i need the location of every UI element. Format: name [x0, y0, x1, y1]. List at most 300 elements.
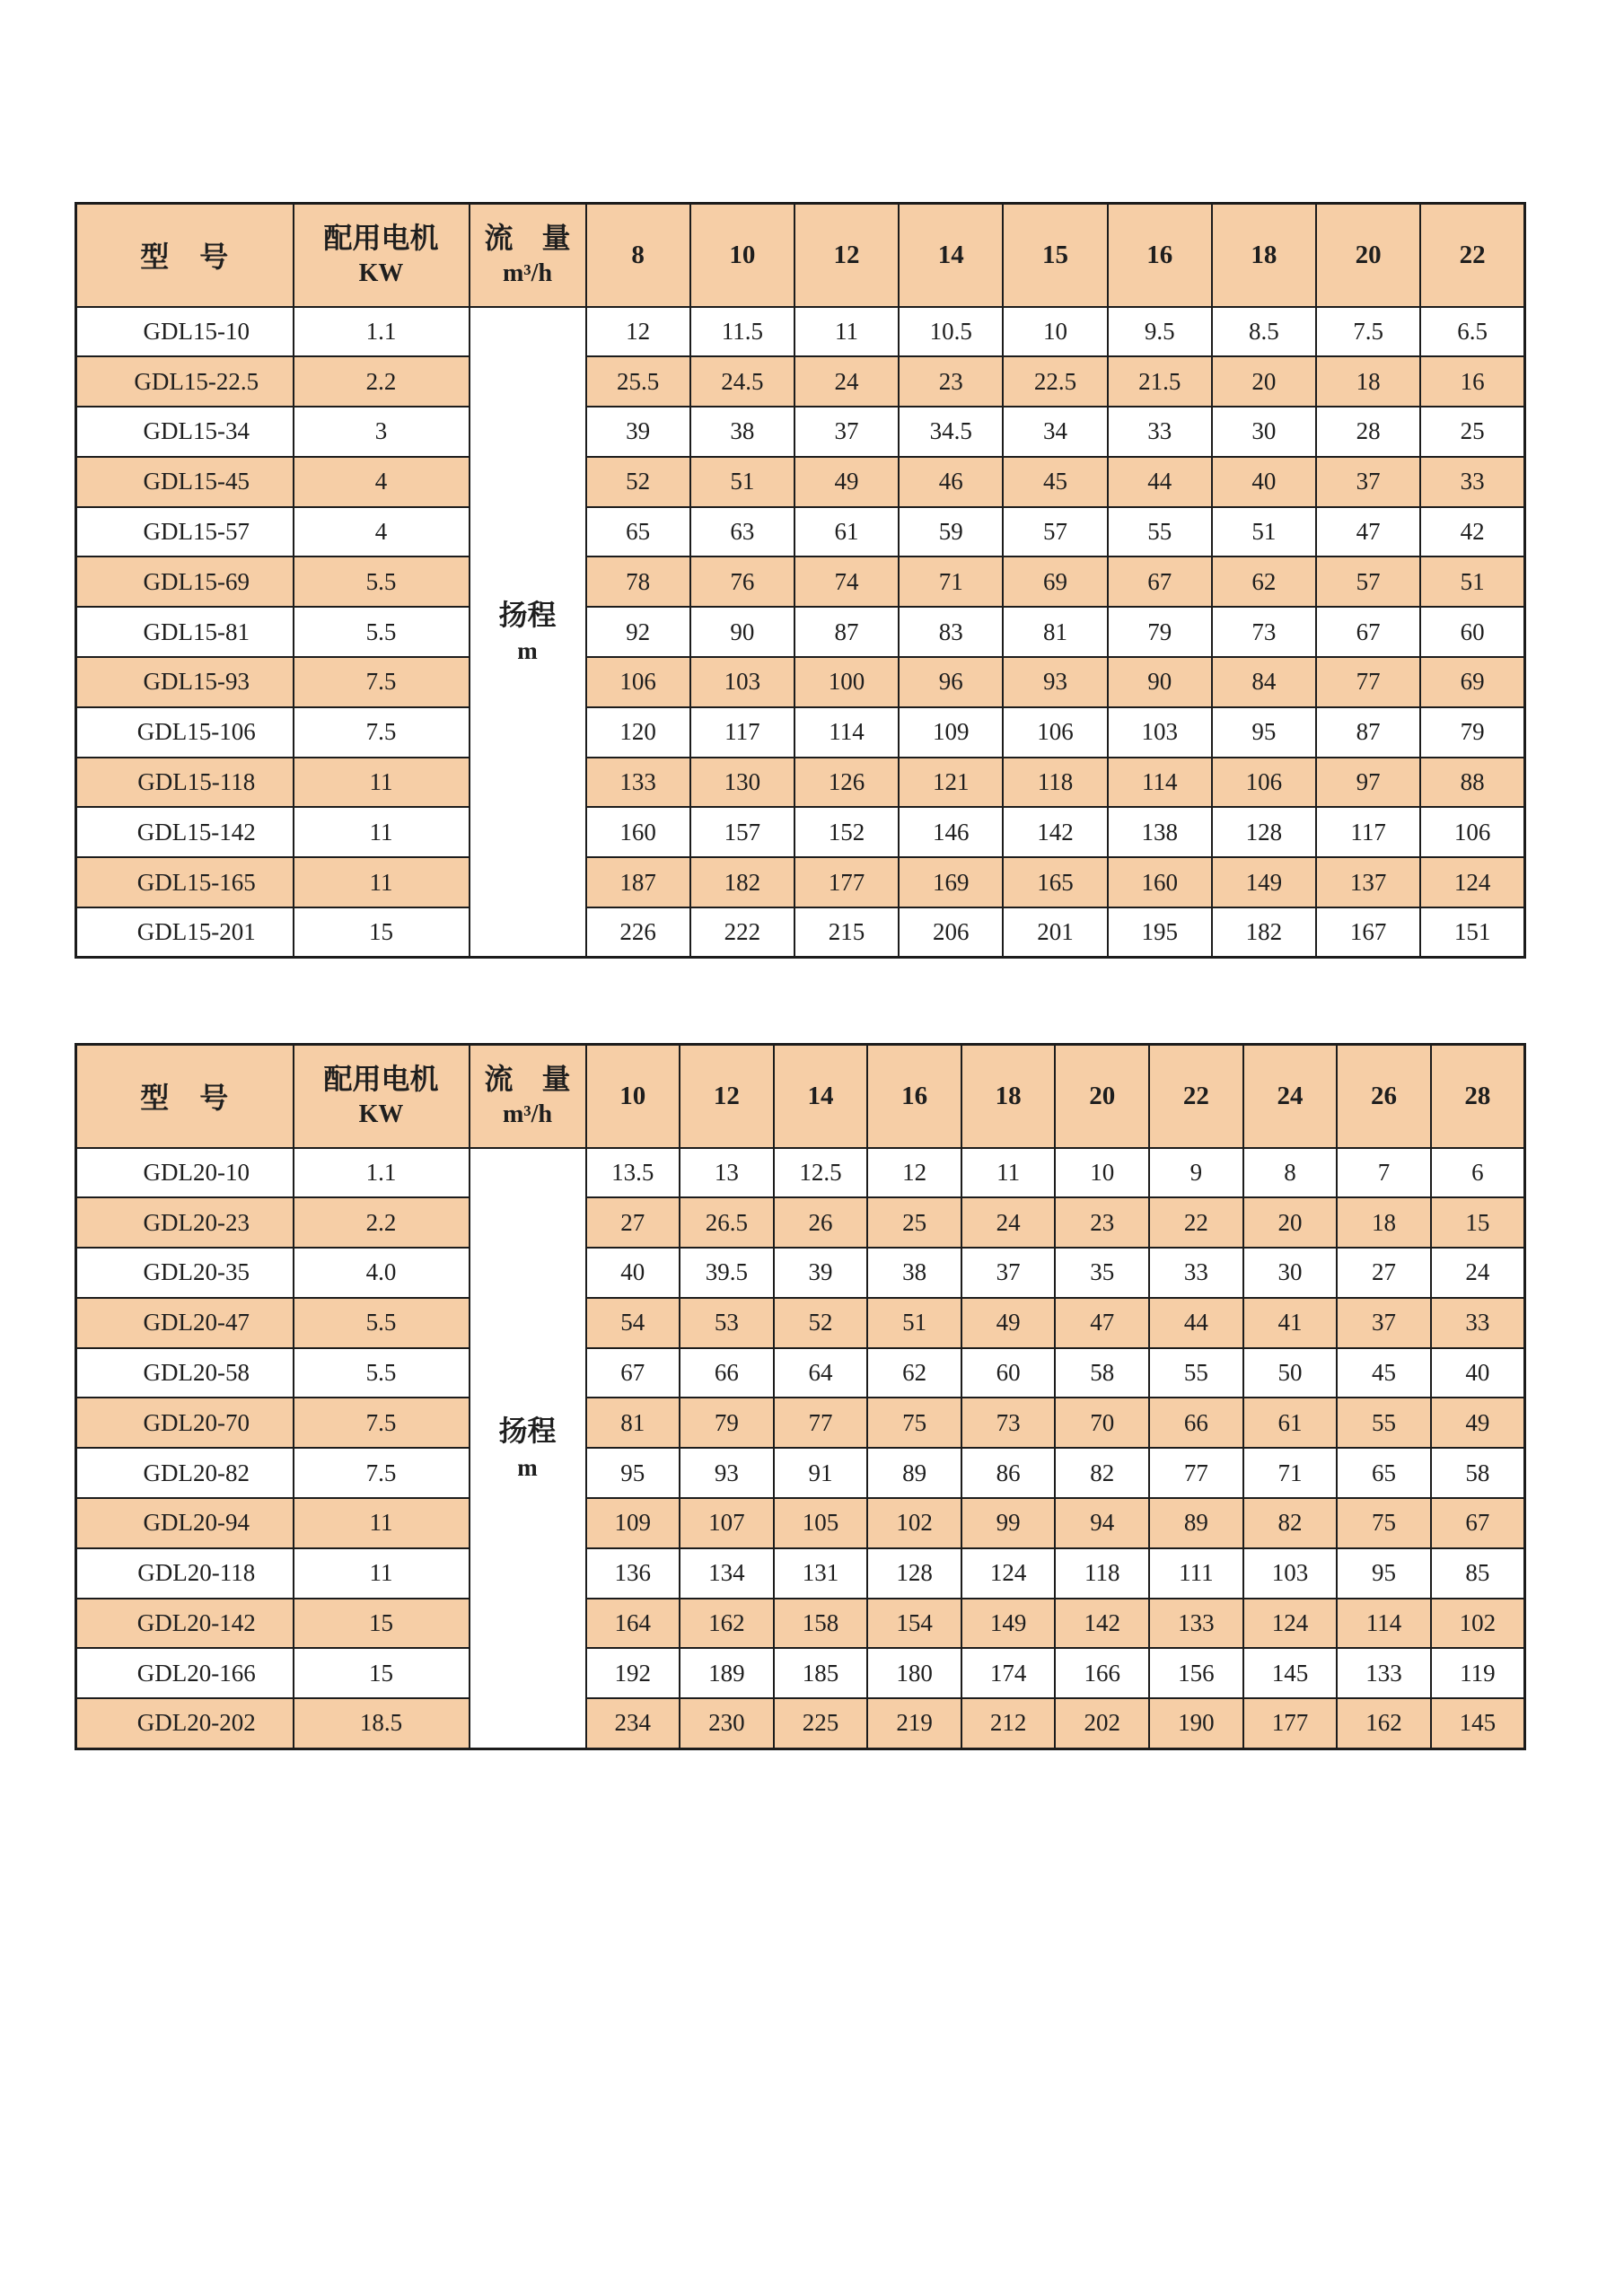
table-row	[76, 307, 1525, 357]
head-value-cell: 93	[680, 1448, 774, 1498]
header-flow-col: 8	[586, 204, 690, 307]
head-value-cell: 88	[1420, 758, 1524, 808]
head-value-cell: 133	[1149, 1599, 1243, 1649]
head-value-cell: 40	[586, 1248, 680, 1298]
table-row	[76, 1197, 1525, 1248]
head-value-cell: 164	[586, 1599, 680, 1649]
model-cell: GDL20-118	[76, 1548, 294, 1599]
head-value-cell: 81	[586, 1398, 680, 1448]
head-value-cell: 47	[1055, 1298, 1149, 1348]
head-value-cell: 62	[1212, 556, 1316, 607]
head-value-cell: 11	[794, 307, 899, 357]
head-value-cell: 118	[1055, 1548, 1149, 1599]
head-value-cell: 37	[794, 407, 899, 457]
head-value-cell: 82	[1055, 1448, 1149, 1498]
header-motor	[294, 1045, 470, 1148]
head-value-cell: 145	[1431, 1698, 1525, 1748]
head-value-cell: 79	[1420, 707, 1524, 758]
head-value-cell: 25	[867, 1197, 961, 1248]
kw-cell: 4	[294, 457, 470, 507]
head-value-cell: 38	[690, 407, 794, 457]
kw-cell: 5.5	[294, 556, 470, 607]
head-value-cell: 34	[1003, 407, 1107, 457]
head-value-cell: 73	[1212, 607, 1316, 657]
kw-cell: 11	[294, 807, 470, 857]
kw-cell: 7.5	[294, 707, 470, 758]
model-cell: GDL15-118	[76, 758, 294, 808]
head-value-cell: 222	[690, 907, 794, 958]
model-cell: GDL15-45	[76, 457, 294, 507]
table-row	[76, 1648, 1525, 1698]
model-cell: GDL15-93	[76, 657, 294, 707]
head-value-cell: 25.5	[586, 356, 690, 407]
head-value-cell: 106	[1420, 807, 1524, 857]
head-value-cell: 44	[1149, 1298, 1243, 1348]
head-value-cell: 167	[1316, 907, 1420, 958]
model-cell: GDL15-81	[76, 607, 294, 657]
head-value-cell: 49	[961, 1298, 1056, 1348]
head-value-cell: 100	[794, 657, 899, 707]
header-flow	[470, 204, 586, 307]
head-value-cell: 23	[899, 356, 1003, 407]
head-value-cell: 177	[794, 857, 899, 907]
head-value-cell: 28	[1316, 407, 1420, 457]
head-value-cell: 8.5	[1212, 307, 1316, 357]
head-value-cell: 192	[586, 1648, 680, 1698]
head-value-cell: 146	[899, 807, 1003, 857]
head-value-cell: 165	[1003, 857, 1107, 907]
head-value-cell: 23	[1055, 1197, 1149, 1248]
header-flow-unit: m³/h	[502, 259, 553, 287]
head-value-cell: 79	[680, 1398, 774, 1448]
head-value-cell: 67	[1108, 556, 1212, 607]
kw-cell: 11	[294, 857, 470, 907]
head-value-cell: 114	[1337, 1599, 1431, 1649]
head-value-cell: 121	[899, 758, 1003, 808]
model-cell: GDL20-10	[76, 1148, 294, 1198]
head-value-cell: 6	[1431, 1148, 1525, 1198]
head-value-cell: 58	[1431, 1448, 1525, 1498]
model-cell: GDL20-35	[76, 1248, 294, 1298]
head-value-cell: 137	[1316, 857, 1420, 907]
head-value-cell: 97	[1316, 758, 1420, 808]
head-value-cell: 24.5	[690, 356, 794, 407]
kw-cell: 5.5	[294, 1348, 470, 1398]
head-value-cell: 130	[690, 758, 794, 808]
head-value-cell: 61	[1243, 1398, 1338, 1448]
model-cell: GDL15-22.5	[76, 356, 294, 407]
head-value-cell: 61	[794, 507, 899, 557]
head-value-cell: 74	[794, 556, 899, 607]
head-value-cell: 87	[1316, 707, 1420, 758]
head-value-cell: 46	[899, 457, 1003, 507]
kw-cell: 5.5	[294, 1298, 470, 1348]
header-flow-col: 12	[794, 204, 899, 307]
head-value-cell: 54	[586, 1298, 680, 1348]
head-value-cell: 44	[1108, 457, 1212, 507]
head-value-cell: 106	[586, 657, 690, 707]
head-value-cell: 45	[1003, 457, 1107, 507]
head-value-cell: 47	[1316, 507, 1420, 557]
head-value-cell: 84	[1212, 657, 1316, 707]
head-value-cell: 195	[1108, 907, 1212, 958]
head-value-cell: 30	[1212, 407, 1316, 457]
table-row	[76, 457, 1525, 507]
head-value-cell: 69	[1420, 657, 1524, 707]
head-value-cell: 118	[1003, 758, 1107, 808]
head-value-cell: 66	[1149, 1398, 1243, 1448]
kw-cell: 7.5	[294, 1398, 470, 1448]
header-flow-col: 20	[1055, 1045, 1149, 1148]
head-value-cell: 62	[867, 1348, 961, 1398]
head-value-cell: 226	[586, 907, 690, 958]
model-cell: GDL15-57	[76, 507, 294, 557]
head-value-cell: 177	[1243, 1698, 1338, 1748]
head-value-cell: 70	[1055, 1398, 1149, 1448]
head-value-cell: 90	[1108, 657, 1212, 707]
head-value-cell: 114	[1108, 758, 1212, 808]
head-value-cell: 94	[1055, 1498, 1149, 1548]
head-value-cell: 156	[1149, 1648, 1243, 1698]
kw-cell: 5.5	[294, 607, 470, 657]
head-value-cell: 37	[1316, 457, 1420, 507]
head-value-cell: 6.5	[1420, 307, 1524, 357]
head-value-cell: 22	[1149, 1197, 1243, 1248]
model-cell: GDL15-142	[76, 807, 294, 857]
head-value-cell: 162	[680, 1599, 774, 1649]
header-flow-unit: m³/h	[502, 1100, 553, 1128]
head-value-cell: 42	[1420, 507, 1524, 557]
header-flow-col: 16	[1108, 204, 1212, 307]
head-value-cell: 202	[1055, 1698, 1149, 1748]
head-value-cell: 7.5	[1316, 307, 1420, 357]
head-value-cell: 103	[690, 657, 794, 707]
head-label: 扬程	[498, 1414, 557, 1447]
header-motor-label: 配用电机	[323, 1063, 439, 1096]
head-value-cell: 79	[1108, 607, 1212, 657]
head-value-cell: 136	[586, 1548, 680, 1599]
head-value-cell: 51	[690, 457, 794, 507]
model-cell: GDL15-201	[76, 907, 294, 958]
head-value-cell: 35	[1055, 1248, 1149, 1298]
head-value-cell: 133	[586, 758, 690, 808]
head-unit: m	[517, 637, 538, 665]
head-value-cell: 90	[690, 607, 794, 657]
head-value-cell: 78	[586, 556, 690, 607]
head-value-cell: 215	[794, 907, 899, 958]
head-value-cell: 38	[867, 1248, 961, 1298]
head-value-cell: 60	[961, 1348, 1056, 1398]
table-header	[76, 1045, 1525, 1148]
header-motor-unit: KW	[358, 1100, 404, 1128]
head-value-cell: 182	[1212, 907, 1316, 958]
head-value-cell: 160	[586, 807, 690, 857]
kw-cell: 2.2	[294, 1197, 470, 1248]
head-value-cell: 128	[1212, 807, 1316, 857]
head-value-cell: 33	[1431, 1298, 1525, 1348]
head-value-cell: 10.5	[899, 307, 1003, 357]
table-row	[76, 807, 1525, 857]
table-row	[76, 1448, 1525, 1498]
kw-cell: 15	[294, 1648, 470, 1698]
head-value-cell: 86	[961, 1448, 1056, 1498]
pump-table-gdl15	[75, 202, 1526, 959]
head-value-cell: 7	[1337, 1148, 1431, 1198]
head-value-cell: 37	[1337, 1298, 1431, 1348]
head-value-cell: 39.5	[680, 1248, 774, 1298]
head-unit-cell	[470, 1148, 586, 1749]
head-value-cell: 22.5	[1003, 356, 1107, 407]
head-label: 扬程	[498, 598, 557, 631]
head-value-cell: 34.5	[899, 407, 1003, 457]
table-header	[76, 204, 1525, 307]
head-value-cell: 106	[1003, 707, 1107, 758]
head-value-cell: 89	[1149, 1498, 1243, 1548]
head-value-cell: 119	[1431, 1648, 1525, 1698]
kw-cell: 11	[294, 758, 470, 808]
head-value-cell: 8	[1243, 1148, 1338, 1198]
table-row	[76, 607, 1525, 657]
head-value-cell: 13.5	[586, 1148, 680, 1198]
table-body	[76, 307, 1525, 958]
model-cell: GDL15-106	[76, 707, 294, 758]
header-motor	[294, 204, 470, 307]
head-value-cell: 138	[1108, 807, 1212, 857]
head-value-cell: 69	[1003, 556, 1107, 607]
head-value-cell: 102	[1431, 1599, 1525, 1649]
head-value-cell: 182	[690, 857, 794, 907]
head-value-cell: 9.5	[1108, 307, 1212, 357]
head-value-cell: 145	[1243, 1648, 1338, 1698]
head-value-cell: 24	[961, 1197, 1056, 1248]
head-value-cell: 67	[586, 1348, 680, 1398]
head-value-cell: 41	[1243, 1298, 1338, 1348]
head-value-cell: 117	[1316, 807, 1420, 857]
head-value-cell: 18	[1337, 1197, 1431, 1248]
model-cell: GDL20-47	[76, 1298, 294, 1348]
head-unit-cell	[470, 307, 586, 958]
header-flow-col: 12	[680, 1045, 774, 1148]
head-value-cell: 20	[1243, 1197, 1338, 1248]
head-value-cell: 134	[680, 1548, 774, 1599]
kw-cell: 7.5	[294, 1448, 470, 1498]
head-value-cell: 185	[774, 1648, 868, 1698]
head-value-cell: 18	[1316, 356, 1420, 407]
header-model: 型 号	[76, 204, 294, 307]
head-value-cell: 162	[1337, 1698, 1431, 1748]
head-value-cell: 187	[586, 857, 690, 907]
kw-cell: 4	[294, 507, 470, 557]
head-value-cell: 124	[1243, 1599, 1338, 1649]
head-value-cell: 24	[1431, 1248, 1525, 1298]
head-value-cell: 57	[1316, 556, 1420, 607]
head-value-cell: 10	[1003, 307, 1107, 357]
model-cell: GDL20-142	[76, 1599, 294, 1649]
head-value-cell: 103	[1243, 1548, 1338, 1599]
head-value-cell: 212	[961, 1698, 1056, 1748]
head-value-cell: 230	[680, 1698, 774, 1748]
head-value-cell: 16	[1420, 356, 1524, 407]
kw-cell: 1.1	[294, 1148, 470, 1198]
header-flow-col: 10	[586, 1045, 680, 1148]
head-value-cell: 152	[794, 807, 899, 857]
head-value-cell: 11	[961, 1148, 1056, 1198]
head-value-cell: 33	[1420, 457, 1524, 507]
head-value-cell: 82	[1243, 1498, 1338, 1548]
head-value-cell: 64	[774, 1348, 868, 1398]
head-value-cell: 45	[1337, 1348, 1431, 1398]
head-value-cell: 13	[680, 1148, 774, 1198]
head-value-cell: 66	[680, 1348, 774, 1398]
head-value-cell: 81	[1003, 607, 1107, 657]
pump-table-gdl20	[75, 1043, 1526, 1750]
head-value-cell: 49	[1431, 1398, 1525, 1448]
model-cell: GDL15-165	[76, 857, 294, 907]
head-value-cell: 105	[774, 1498, 868, 1548]
head-value-cell: 51	[867, 1298, 961, 1348]
spec-table	[75, 1043, 1526, 1750]
header-flow-col: 15	[1003, 204, 1107, 307]
head-value-cell: 124	[1420, 857, 1524, 907]
head-value-cell: 27	[586, 1197, 680, 1248]
spec-table	[75, 202, 1526, 959]
model-cell: GDL20-166	[76, 1648, 294, 1698]
head-value-cell: 85	[1431, 1548, 1525, 1599]
head-value-cell: 33	[1149, 1248, 1243, 1298]
table-row	[76, 1599, 1525, 1649]
head-value-cell: 75	[867, 1398, 961, 1448]
table-row	[76, 1498, 1525, 1548]
head-value-cell: 40	[1212, 457, 1316, 507]
head-value-cell: 67	[1316, 607, 1420, 657]
header-motor-unit: KW	[358, 259, 404, 287]
header-model: 型 号	[76, 1045, 294, 1148]
head-value-cell: 219	[867, 1698, 961, 1748]
head-value-cell: 77	[774, 1398, 868, 1448]
head-value-cell: 83	[899, 607, 1003, 657]
kw-cell: 7.5	[294, 657, 470, 707]
head-value-cell: 50	[1243, 1348, 1338, 1398]
head-value-cell: 201	[1003, 907, 1107, 958]
model-cell: GDL15-34	[76, 407, 294, 457]
head-value-cell: 89	[867, 1448, 961, 1498]
head-value-cell: 99	[961, 1498, 1056, 1548]
head-value-cell: 26.5	[680, 1197, 774, 1248]
head-value-cell: 39	[774, 1248, 868, 1298]
head-value-cell: 27	[1337, 1248, 1431, 1298]
head-value-cell: 11.5	[690, 307, 794, 357]
kw-cell: 15	[294, 1599, 470, 1649]
head-value-cell: 109	[899, 707, 1003, 758]
head-value-cell: 55	[1149, 1348, 1243, 1398]
table-row	[76, 1698, 1525, 1748]
head-value-cell: 15	[1431, 1197, 1525, 1248]
header-flow-col: 26	[1337, 1045, 1431, 1148]
header-flow-col: 22	[1420, 204, 1524, 307]
head-value-cell: 26	[774, 1197, 868, 1248]
head-value-cell: 114	[794, 707, 899, 758]
head-value-cell: 51	[1420, 556, 1524, 607]
header-flow-col: 24	[1243, 1045, 1338, 1148]
head-value-cell: 234	[586, 1698, 680, 1748]
table-row	[76, 1248, 1525, 1298]
head-unit: m	[517, 1453, 538, 1481]
header-flow-col: 18	[961, 1045, 1056, 1148]
head-value-cell: 120	[586, 707, 690, 758]
model-cell: GDL15-69	[76, 556, 294, 607]
table-row	[76, 657, 1525, 707]
head-value-cell: 149	[1212, 857, 1316, 907]
head-value-cell: 111	[1149, 1548, 1243, 1599]
head-value-cell: 87	[794, 607, 899, 657]
table-row	[76, 907, 1525, 958]
head-value-cell: 30	[1243, 1248, 1338, 1298]
head-value-cell: 142	[1003, 807, 1107, 857]
header-flow-col: 28	[1431, 1045, 1525, 1148]
kw-cell: 1.1	[294, 307, 470, 357]
head-value-cell: 157	[690, 807, 794, 857]
header-row	[76, 204, 1525, 307]
head-value-cell: 76	[690, 556, 794, 607]
head-value-cell: 52	[586, 457, 690, 507]
head-value-cell: 40	[1431, 1348, 1525, 1398]
head-value-cell: 180	[867, 1648, 961, 1698]
head-value-cell: 107	[680, 1498, 774, 1548]
kw-cell: 11	[294, 1548, 470, 1599]
head-value-cell: 174	[961, 1648, 1056, 1698]
head-value-cell: 158	[774, 1599, 868, 1649]
head-value-cell: 63	[690, 507, 794, 557]
header-flow-col: 16	[867, 1045, 961, 1148]
head-value-cell: 166	[1055, 1648, 1149, 1698]
header-flow	[470, 1045, 586, 1148]
head-value-cell: 92	[586, 607, 690, 657]
head-value-cell: 225	[774, 1698, 868, 1748]
kw-cell: 18.5	[294, 1698, 470, 1748]
head-value-cell: 12	[586, 307, 690, 357]
header-flow-col: 14	[899, 204, 1003, 307]
head-value-cell: 154	[867, 1599, 961, 1649]
head-value-cell: 12.5	[774, 1148, 868, 1198]
head-value-cell: 75	[1337, 1498, 1431, 1548]
head-value-cell: 65	[1337, 1448, 1431, 1498]
head-value-cell: 149	[961, 1599, 1056, 1649]
head-value-cell: 189	[680, 1648, 774, 1698]
table-row	[76, 1148, 1525, 1198]
head-value-cell: 57	[1003, 507, 1107, 557]
head-value-cell: 77	[1149, 1448, 1243, 1498]
head-value-cell: 133	[1337, 1648, 1431, 1698]
head-value-cell: 53	[680, 1298, 774, 1348]
table-row	[76, 1348, 1525, 1398]
head-value-cell: 58	[1055, 1348, 1149, 1398]
head-value-cell: 9	[1149, 1148, 1243, 1198]
table-row	[76, 758, 1525, 808]
head-value-cell: 20	[1212, 356, 1316, 407]
head-value-cell: 91	[774, 1448, 868, 1498]
model-cell: GDL20-58	[76, 1348, 294, 1398]
header-flow-label: 流 量	[484, 1063, 571, 1096]
head-value-cell: 190	[1149, 1698, 1243, 1748]
table-row	[76, 1298, 1525, 1348]
kw-cell: 2.2	[294, 356, 470, 407]
head-value-cell: 109	[586, 1498, 680, 1548]
header-row	[76, 1045, 1525, 1148]
kw-cell: 4.0	[294, 1248, 470, 1298]
head-value-cell: 12	[867, 1148, 961, 1198]
head-value-cell: 96	[899, 657, 1003, 707]
head-value-cell: 73	[961, 1398, 1056, 1448]
